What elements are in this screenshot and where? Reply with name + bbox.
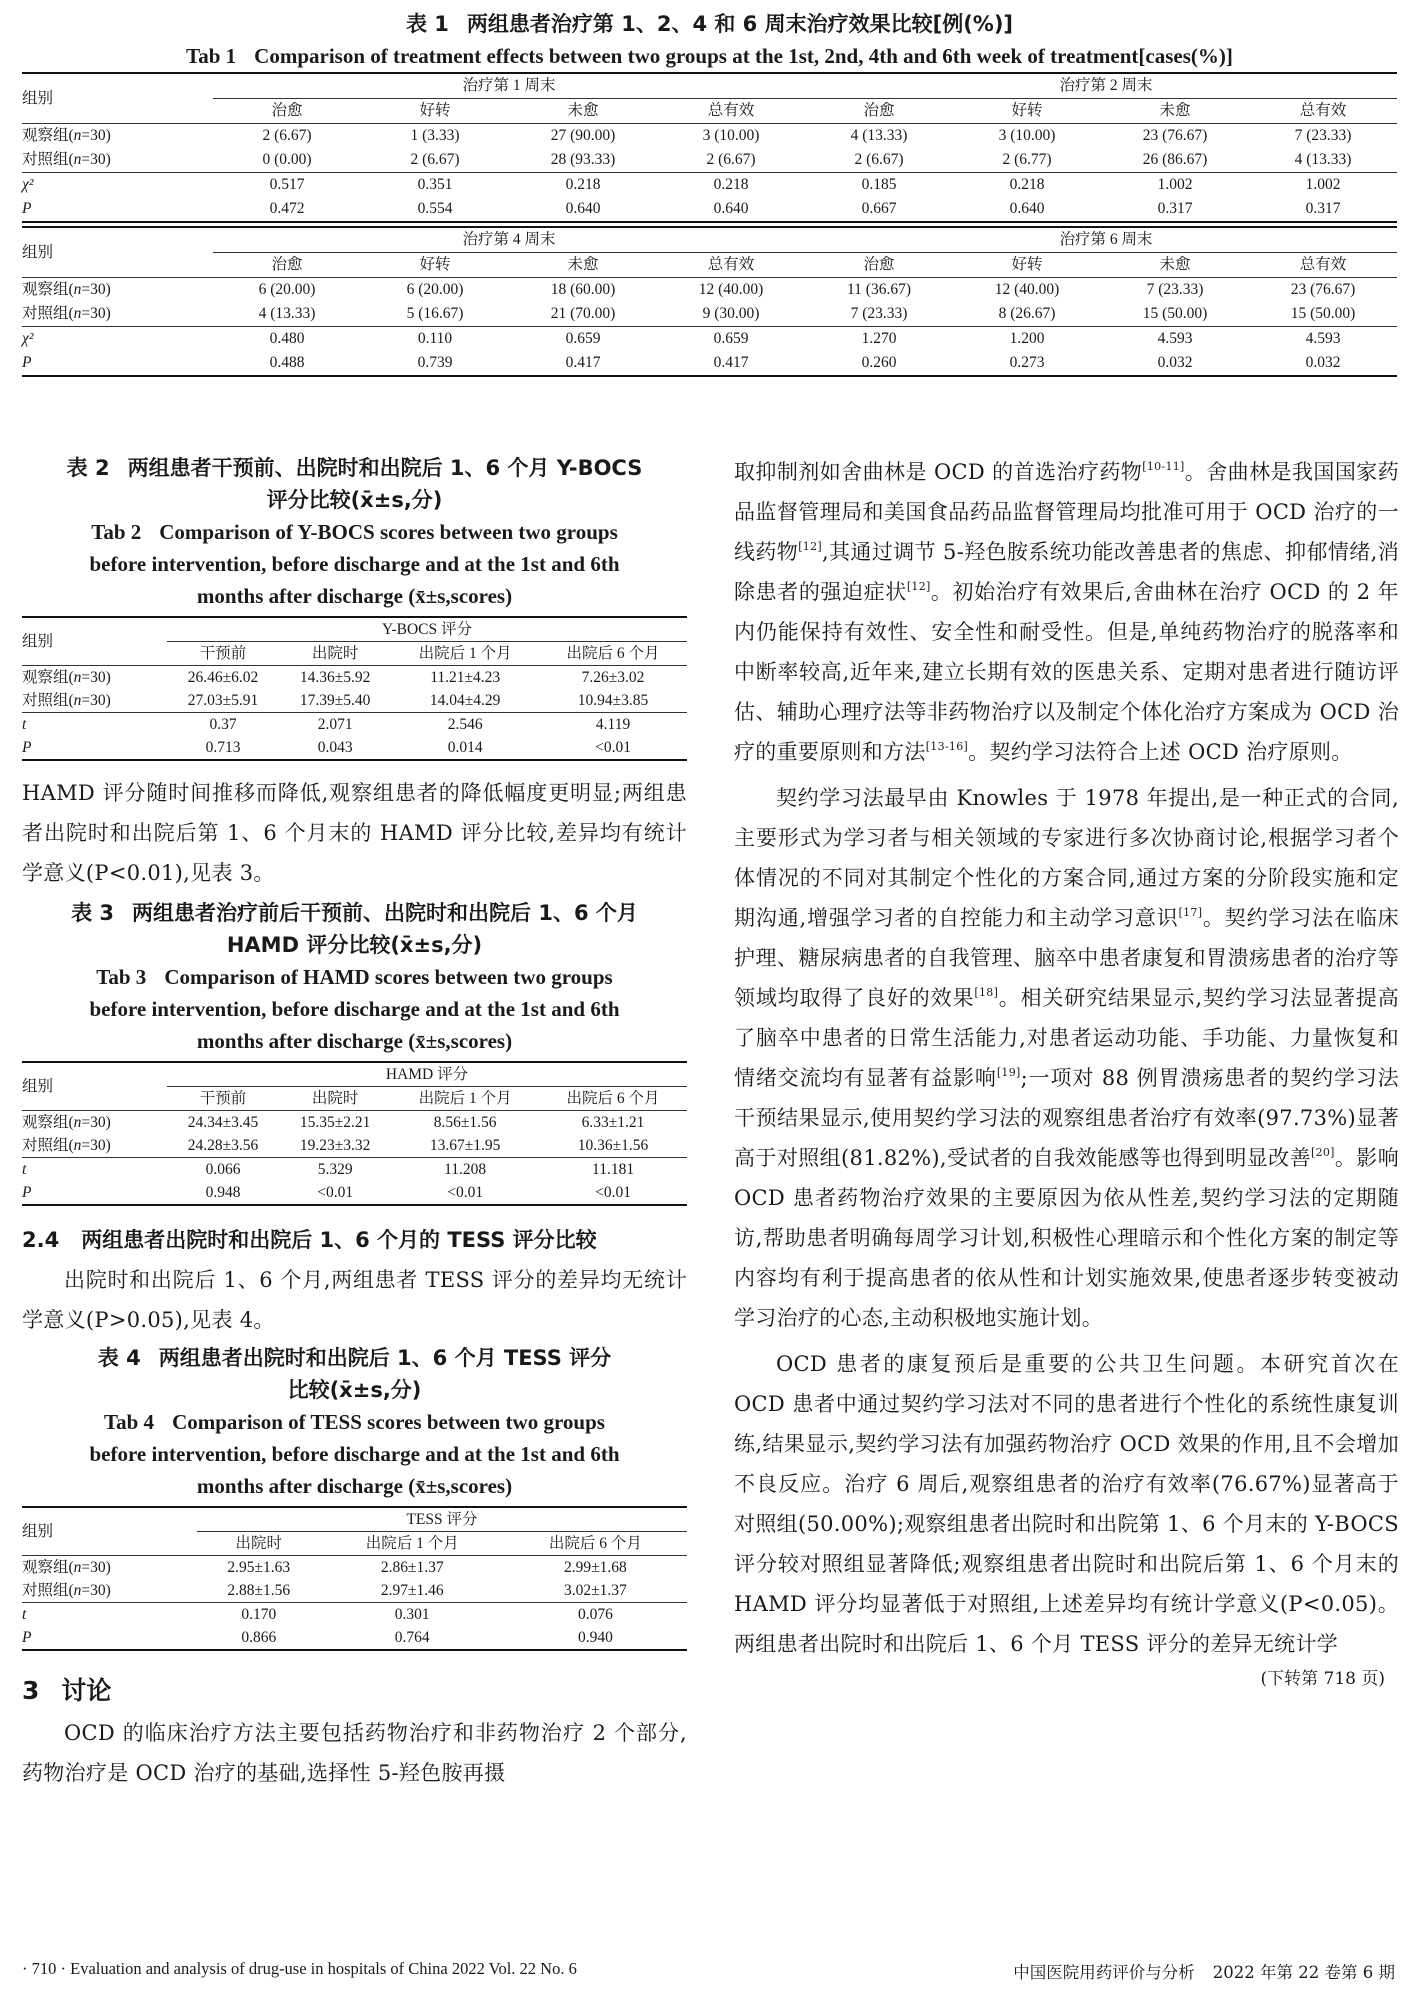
outcome-header: 总有效	[1299, 256, 1347, 273]
group-label-prefix: 对照组(	[22, 1582, 74, 1599]
stat-label: χ²	[22, 327, 213, 352]
stat-cell: 0.317	[1101, 197, 1249, 222]
group-label-n: n	[73, 1114, 82, 1131]
stat-cell: 0.076	[504, 1603, 687, 1627]
outcome-header: 治愈	[271, 102, 303, 119]
table-cell: 15 (50.00)	[1290, 305, 1356, 322]
stat-cell: 0.554	[361, 197, 509, 222]
table-cell: 4 (13.33)	[1294, 151, 1352, 168]
group-label	[22, 278, 213, 303]
table-cell: 7 (23.33)	[850, 305, 908, 322]
table-cell: 13.67±1.95	[429, 1137, 501, 1154]
stat-cell: 0.110	[361, 327, 509, 352]
table-cell: 7 (23.33)	[1101, 278, 1249, 303]
timepoint-header: 出院后 1 个月	[365, 1535, 459, 1552]
text-run: 。契约学习法在临床护理、糖尿病患者的自我管理、脑卒中患者康复和胃溃疡患者的治疗等领域均取得了良好的效果	[734, 906, 1399, 1010]
stat-row	[22, 327, 1397, 352]
stat-cell: <0.01	[391, 1181, 539, 1205]
timepoint-header: 出院后 6 个月	[548, 1535, 642, 1552]
text-run: ,其通过调节 5-羟色胺系统功能改善患者的焦虑、抑郁情绪,消除患者的强迫症状	[734, 540, 1400, 604]
table-4-caption-en-2: before intervention, before discharge and at the 1st and 6th	[89, 1442, 620, 1466]
citation-ref[interactable]: [19]	[996, 1066, 1021, 1079]
group-label-prefix: 对照组(	[22, 1137, 74, 1154]
outcome-header: 未愈	[567, 256, 599, 273]
outcome-header: 治愈	[863, 102, 895, 119]
table-cell: 26.46±6.02	[167, 666, 279, 690]
table-cell: 7.26±3.02	[539, 666, 687, 690]
table-2-caption-en-2: before intervention, before discharge and at the 1st and 6th	[89, 552, 620, 576]
table-4-grid	[22, 1506, 687, 1651]
text-run: 。初始治疗有效果后,舍曲林在治疗 OCD 的 2 年内仍能保持有效性、安全性和耐受性。但是,单纯药物治疗的脱落率和中断率较高,近年来,建立长期有效的医患关系、定期对患者进行随访评估、辅助心理疗法等非药物治疗以及制定个体化治疗方案成为 OCD 治疗的重要原则和方法	[734, 580, 1399, 764]
table3-header-row	[22, 1062, 687, 1087]
table-2-caption-en-3: months after discharge (x̄±s,scores)	[196, 584, 513, 608]
outcome-header: 治愈	[863, 256, 895, 273]
group-label-n: n	[73, 305, 82, 322]
table-cell: 2.86±1.37	[321, 1556, 504, 1580]
text-run: 。舍曲林是我国国家药品监督管理局和美国食品药品监督管理局均批准可用于 OCD 治疗的一线药物	[734, 460, 1400, 564]
stat-label: P	[22, 351, 213, 376]
table-4-caption-en-3: months after discharge (x̄±s,scores)	[196, 1474, 513, 1498]
table-cell: 2 (6.67)	[706, 151, 756, 168]
table-cell: 2 (6.67)	[213, 124, 361, 149]
group-label-prefix: 观察组(	[22, 1114, 74, 1131]
stat-cell: 0.014	[391, 736, 539, 760]
table-cell: 2 (6.67)	[410, 151, 460, 168]
stat-cell: 0.640	[657, 197, 805, 222]
stat-cell: 0.37	[167, 713, 279, 737]
citation-ref[interactable]: [20]	[1310, 1146, 1335, 1159]
stat-row	[22, 1626, 687, 1650]
table-row	[22, 689, 687, 713]
table-cell: 28 (93.33)	[550, 151, 616, 168]
table-row	[22, 278, 1397, 303]
stat-cell: 11.208	[391, 1158, 539, 1182]
group-label-suffix: =30)	[81, 305, 111, 322]
table-cell: 27.03±5.91	[187, 692, 259, 709]
group-label	[22, 1556, 197, 1580]
group-label-n: n	[73, 692, 82, 709]
stat-cell: 0.317	[1249, 197, 1397, 222]
group-label	[22, 1579, 197, 1603]
table-cell: 3 (10.00)	[657, 124, 805, 149]
stat-label: P	[22, 1626, 197, 1650]
stat-cell: 0.640	[953, 197, 1101, 222]
text-run: 。契约学习法符合上述 OCD 治疗原则。	[968, 740, 1353, 764]
table-cell: 17.39±5.40	[299, 692, 371, 709]
table-row	[22, 1134, 687, 1158]
group-label-suffix: =30)	[81, 151, 111, 168]
outcome-header: 未愈	[1159, 256, 1191, 273]
table-cell: 23 (76.67)	[1249, 278, 1397, 303]
table-row	[22, 302, 1397, 327]
table-row	[22, 1556, 687, 1580]
group-label-n: n	[73, 1582, 82, 1599]
group-label-prefix: 对照组(	[22, 305, 74, 322]
table-cell: 8 (26.67)	[998, 305, 1056, 322]
timepoint-header: 出院后 1 个月	[418, 645, 512, 662]
outcome-header: 好转	[1011, 102, 1043, 119]
group-label-prefix: 观察组(	[22, 281, 74, 298]
stat-cell: 11.181	[539, 1158, 687, 1182]
text-run: 契约学习法最早由 Knowles 于 1978 年提出,是一种正式的合同,主要形式为学习者与相关领域的专家进行多次协商讨论,根据学习者个体情况的不同对其制定个性化的方案合同,通过方案的分阶段实施和定期沟通,增强学习者的自控能力和主动学习意识	[734, 786, 1399, 930]
stat-cell: 0.218	[509, 173, 657, 198]
table-cell: 12 (40.00)	[657, 278, 805, 303]
group-header: 组别	[22, 1062, 167, 1111]
citation-ref[interactable]: [10-11]	[1142, 460, 1185, 473]
group-label-prefix: 对照组(	[22, 151, 74, 168]
stat-cell: 0.764	[321, 1626, 504, 1650]
group-label-prefix: 对照组(	[22, 692, 74, 709]
table2-header-row	[22, 617, 687, 642]
table-2-caption-cn-2: 评分比较(x̄±s,分)	[266, 488, 443, 512]
stat-cell: 0.667	[805, 197, 953, 222]
stat-cell: 0.185	[805, 173, 953, 198]
group-label-suffix: =30)	[81, 127, 111, 144]
group-label-prefix: 观察组(	[22, 127, 74, 144]
period-header: 治疗第 4 周末	[213, 227, 805, 253]
stat-cell: <0.01	[539, 1181, 687, 1205]
stat-cell: 0.417	[509, 351, 657, 376]
period-header: 治疗第 6 周末	[805, 227, 1397, 253]
group-label	[22, 302, 213, 327]
table-cell: 2.99±1.68	[504, 1556, 687, 1580]
table-cell: 6 (20.00)	[213, 278, 361, 303]
stat-label: P	[22, 197, 213, 222]
table-1-caption-en: Tab 1 Comparison of treatment effects between two groups at the 1st, 2nd, 4th and 6th week of treatment[cases(%)]	[186, 44, 1233, 68]
table-cell: 24.34±3.45	[167, 1111, 279, 1135]
table-cell: 21 (70.00)	[550, 305, 616, 322]
section-2-4-heading: 2.4 两组患者出院时和出院后 1、6 个月的 TESS 评分比较	[22, 1228, 597, 1252]
discussion-paragraph-4: OCD 患者的康复预后是重要的公共卫生问题。本研究首次在 OCD 患者中通过契约学习法对不同的患者进行个性化的系统性康复训练,结果显示,契约学习法有加强药物治疗 OCD 效果的作用,且不会增加不良反应。治疗 6 周后,观察组患者的治疗有效率(76.67%)显著高于对照组(50.00%);观察组患者出院时和出院第 1、6 个月末的 Y-BOCS 评分较对照组显著降低;观察组患者出院时和出院后第 1、6 个月末的 HAMD 评分均显著低于对照组,上述差异均有统计学意义(P<0.05)。两组患者出院时和出院后 1、6 个月 TESS 评分的差异无统计学	[734, 1352, 1399, 1656]
table-1-caption-cn: 表 1 两组患者治疗第 1、2、4 和 6 周末治疗效果比较[例(%)]	[405, 12, 1014, 36]
table-cell: 11 (36.67)	[805, 278, 953, 303]
stat-cell: 0.273	[953, 351, 1101, 376]
table-row	[22, 1579, 687, 1603]
table-cell: 2.95±1.63	[197, 1556, 321, 1580]
text-run: 。影响 OCD 患者药物治疗效果的主要原因为依从性差,契约学习法的定期随访,帮助患者明确每周学习计划,积极性心理暗示和个性化方案的制定等内容均有利于提高患者的依从性和计划实施效果,使患者逐步转变被动学习治疗的心态,主动积极地实施计划。	[734, 1146, 1399, 1330]
outcome-header: 好转	[1011, 256, 1043, 273]
table-row	[22, 666, 687, 690]
timepoint-header: 干预前	[199, 1090, 247, 1107]
stat-cell: 0.866	[197, 1626, 321, 1650]
stat-row	[22, 351, 1397, 376]
group-header: 组别	[22, 227, 213, 278]
table-cell: 7 (23.33)	[1249, 124, 1397, 149]
table-cell: 1 (3.33)	[361, 124, 509, 149]
table-cell: 19.23±3.32	[299, 1137, 371, 1154]
left-column	[22, 452, 687, 1793]
stat-label: t	[22, 713, 167, 737]
stat-row	[22, 736, 687, 760]
stat-cell: 0.640	[509, 197, 657, 222]
group-label-suffix: =30)	[81, 1582, 111, 1599]
group-label-suffix: =30)	[81, 1559, 111, 1576]
stat-label: P	[22, 736, 167, 760]
stat-cell: 0.032	[1101, 351, 1249, 376]
section-2-4-body: 出院时和出院后 1、6 个月,两组患者 TESS 评分的差异均无统计学意义(P>0.05),见表 4。	[22, 1268, 687, 1332]
stat-cell: 4.593	[1249, 327, 1397, 352]
group-label-suffix: =30)	[81, 669, 111, 686]
stat-cell: 1.002	[1249, 173, 1397, 198]
table-cell: 5 (16.67)	[406, 305, 464, 322]
table-2	[22, 452, 687, 761]
results-paragraph-hamd: HAMD 评分随时间推移而降低,观察组患者的降低幅度更明显;两组患者出院时和出院后第 1、6 个月末的 HAMD 评分比较,差异均有统计学意义(P<0.01),见表 3。	[22, 781, 687, 885]
stat-cell: 0.659	[657, 327, 805, 352]
stat-cell: 0.043	[279, 736, 391, 760]
stat-cell: 0.940	[504, 1626, 687, 1650]
table-cell: 8.56±1.56	[391, 1111, 539, 1135]
stat-cell: 5.329	[279, 1158, 391, 1182]
stat-cell: 1.200	[953, 327, 1101, 352]
stat-cell: 2.546	[391, 713, 539, 737]
table-1-header-row	[22, 227, 1397, 253]
table-cell: 3 (10.00)	[953, 124, 1101, 149]
table-cell: 10.36±1.56	[577, 1137, 649, 1154]
timepoint-header: 出院时	[311, 1090, 359, 1107]
outcome-header: 总有效	[1299, 102, 1347, 119]
timepoint-header: 出院时	[311, 645, 359, 662]
stat-cell: 0.170	[197, 1603, 321, 1627]
outcome-header: 好转	[419, 256, 451, 273]
group-label-prefix: 观察组(	[22, 1559, 74, 1576]
group-label	[22, 1111, 167, 1135]
table-3-caption-en: Tab 3 Comparison of HAMD scores between two groups	[96, 965, 613, 989]
outcome-header: 未愈	[1159, 102, 1191, 119]
group-label-n: n	[73, 669, 82, 686]
table-4	[22, 1342, 687, 1651]
stat-cell: 0.659	[509, 327, 657, 352]
table-cell: 2.97±1.46	[380, 1582, 444, 1599]
outcome-header: 治愈	[271, 256, 303, 273]
timepoint-header: 出院后 6 个月	[566, 645, 660, 662]
table-3-grid	[22, 1061, 687, 1206]
table-4-caption-cn: 表 4 两组患者出院时和出院后 1、6 个月 TESS 评分	[97, 1346, 612, 1370]
outcome-header: 好转	[419, 102, 451, 119]
stat-cell: 0.066	[167, 1158, 279, 1182]
group-header: 组别	[22, 73, 213, 124]
stat-label: χ²	[22, 173, 213, 198]
table-cell: 4 (13.33)	[805, 124, 953, 149]
stat-cell: <0.01	[539, 736, 687, 760]
citation-ref[interactable]: [18]	[974, 986, 999, 999]
table-cell: 9 (30.00)	[702, 305, 760, 322]
table-1-subheader-row	[22, 253, 1397, 278]
group-label-n: n	[73, 151, 82, 168]
stat-cell: 0.218	[953, 173, 1101, 198]
table-cell: 26 (86.67)	[1142, 151, 1208, 168]
table-cell: 0 (0.00)	[262, 151, 312, 168]
table-3-caption-en-2: before intervention, before discharge and at the 1st and 6th	[89, 997, 620, 1021]
group-label	[22, 124, 213, 149]
stat-cell: 0.713	[167, 736, 279, 760]
stat-label: P	[22, 1181, 167, 1205]
citation-ref[interactable]: [12]	[798, 540, 822, 553]
table-2-caption-en: Tab 2 Comparison of Y-BOCS scores between two groups	[91, 520, 618, 544]
group-label-n: n	[73, 127, 82, 144]
table-cell: 14.04±4.29	[429, 692, 501, 709]
table-row	[22, 1111, 687, 1135]
table-3-caption-cn-2: HAMD 评分比较(x̄±s,分)	[226, 933, 483, 957]
section-3-heading: 3 讨论	[22, 1676, 112, 1705]
text-run: ;一项对 88 例胃溃疡患者的契约学习法干预结果显示,使用契约学习法的观察组患者治疗有效率(97.73%)显著高于对照组(81.82%),受试者的自我效能感等也得到明显改善	[734, 1066, 1399, 1170]
stat-label: t	[22, 1603, 197, 1627]
stat-label: t	[22, 1158, 167, 1182]
table-cell: 10.94±3.85	[577, 692, 649, 709]
stat-cell: 0.517	[213, 173, 361, 198]
score-span-header: Y-BOCS 评分	[167, 617, 687, 642]
group-label-prefix: 观察组(	[22, 669, 74, 686]
table-cell: 15 (50.00)	[1142, 305, 1208, 322]
table-cell: 6.33±1.21	[539, 1111, 687, 1135]
table-cell: 2 (6.77)	[1002, 151, 1052, 168]
table-cell: 6 (20.00)	[361, 278, 509, 303]
footer-left: · 710 · Evaluation and analysis of drug-use in hospitals of China 2022 Vol. 22 No. 6	[22, 1959, 577, 1978]
group-header: 组别	[22, 1507, 197, 1556]
table-cell: 2 (6.67)	[854, 151, 904, 168]
table-cell: 4 (13.33)	[258, 305, 316, 322]
table-2-grid	[22, 616, 687, 761]
table-row	[22, 124, 1397, 149]
stat-cell: 4.119	[539, 713, 687, 737]
period-header: 治疗第 1 周末	[213, 73, 805, 99]
timepoint-header: 出院时	[235, 1535, 283, 1552]
table-3	[22, 897, 687, 1206]
stat-row	[22, 197, 1397, 222]
stat-cell: 0.351	[361, 173, 509, 198]
group-label-suffix: =30)	[81, 281, 111, 298]
text-run: 。相关研究结果显示,契约学习法显著提高了脑卒中患者的日常生活能力,对患者运动功能、手功能、力量恢复和情绪交流均有显著有益影响	[734, 986, 1399, 1090]
table-cell: 23 (76.67)	[1101, 124, 1249, 149]
stat-row	[22, 173, 1397, 198]
table-cell: 14.36±5.92	[279, 666, 391, 690]
table-1-header-row	[22, 73, 1397, 99]
table-1-subheader-row	[22, 99, 1397, 124]
score-span-header: HAMD 评分	[167, 1062, 687, 1087]
right-column	[734, 452, 1399, 1694]
stat-row	[22, 1158, 687, 1182]
citation-ref[interactable]: [17]	[1178, 906, 1203, 919]
stat-cell: 0.480	[213, 327, 361, 352]
continued-notice: (下转第 718 页)	[1260, 1669, 1385, 1689]
group-label-n: n	[73, 281, 82, 298]
stat-row	[22, 713, 687, 737]
stat-cell: 2.071	[279, 713, 391, 737]
group-label-n: n	[73, 1137, 82, 1154]
table-2-caption-cn: 表 2 两组患者干预前、出院时和出院后 1、6 个月 Y-BOCS	[66, 456, 643, 480]
group-header: 组别	[22, 617, 167, 666]
table-4-caption-en: Tab 4 Comparison of TESS scores between two groups	[104, 1410, 605, 1434]
stat-row	[22, 1603, 687, 1627]
stat-cell: 1.002	[1101, 173, 1249, 198]
group-label-suffix: =30)	[81, 1114, 111, 1131]
table-cell: 24.28±3.56	[187, 1137, 259, 1154]
table-1	[22, 8, 1397, 377]
stat-cell: 0.948	[167, 1181, 279, 1205]
table-cell: 12 (40.00)	[953, 278, 1101, 303]
outcome-header: 总有效	[707, 102, 755, 119]
stat-cell: 0.739	[361, 351, 509, 376]
table-3-caption-cn: 表 3 两组患者治疗前后干预前、出院时和出院后 1、6 个月	[71, 901, 638, 925]
stat-cell: 0.417	[657, 351, 805, 376]
stat-cell: 0.301	[321, 1603, 504, 1627]
discussion-paragraph-2	[734, 452, 1399, 772]
table-cell: 18 (60.00)	[509, 278, 657, 303]
stat-cell: 0.032	[1249, 351, 1397, 376]
table-1-grid	[22, 72, 1397, 377]
citation-ref[interactable]: [12]	[906, 580, 931, 593]
stat-cell: 0.472	[213, 197, 361, 222]
stat-cell: 1.270	[805, 327, 953, 352]
group-label	[22, 148, 213, 173]
text-run: 取抑制剂如舍曲林是 OCD 的首选治疗药物	[734, 460, 1143, 484]
score-span-header: TESS 评分	[197, 1507, 687, 1532]
outcome-header: 未愈	[567, 102, 599, 119]
group-label-n: n	[73, 1559, 82, 1576]
stat-cell: 4.593	[1101, 327, 1249, 352]
timepoint-header: 干预前	[199, 645, 247, 662]
table-3-caption-en-3: months after discharge (x̄±s,scores)	[196, 1029, 513, 1053]
table-cell: 11.21±4.23	[391, 666, 539, 690]
discussion-paragraph-3	[734, 778, 1399, 1338]
table-4-caption-cn-2: 比较(x̄±s,分)	[287, 1378, 422, 1402]
stat-cell: 0.218	[657, 173, 805, 198]
table-cell: 2.88±1.56	[227, 1582, 291, 1599]
group-label	[22, 689, 167, 713]
stat-cell: 0.260	[805, 351, 953, 376]
group-label-suffix: =30)	[81, 1137, 111, 1154]
discussion-paragraph-1: OCD 的临床治疗方法主要包括药物治疗和非药物治疗 2 个部分,药物治疗是 OCD 治疗的基础,选择性 5-羟色胺再摄	[22, 1721, 687, 1785]
period-header: 治疗第 2 周末	[805, 73, 1397, 99]
table-cell: 3.02±1.37	[564, 1582, 627, 1599]
table-cell: 27 (90.00)	[509, 124, 657, 149]
table-row	[22, 148, 1397, 173]
timepoint-header: 出院后 6 个月	[566, 1090, 660, 1107]
table-cell: 15.35±2.21	[279, 1111, 391, 1135]
timepoint-header: 出院后 1 个月	[418, 1090, 512, 1107]
group-label	[22, 666, 167, 690]
footer-right: 中国医院用药评价与分析 2022 年第 22 卷第 6 期	[1013, 1963, 1395, 1982]
group-label	[22, 1134, 167, 1158]
stat-row	[22, 1181, 687, 1205]
outcome-header: 总有效	[707, 256, 755, 273]
table4-header-row	[22, 1507, 687, 1532]
stat-cell: <0.01	[279, 1181, 391, 1205]
citation-ref[interactable]: [13-16]	[925, 740, 969, 753]
group-label-suffix: =30)	[81, 692, 111, 709]
stat-cell: 0.488	[213, 351, 361, 376]
